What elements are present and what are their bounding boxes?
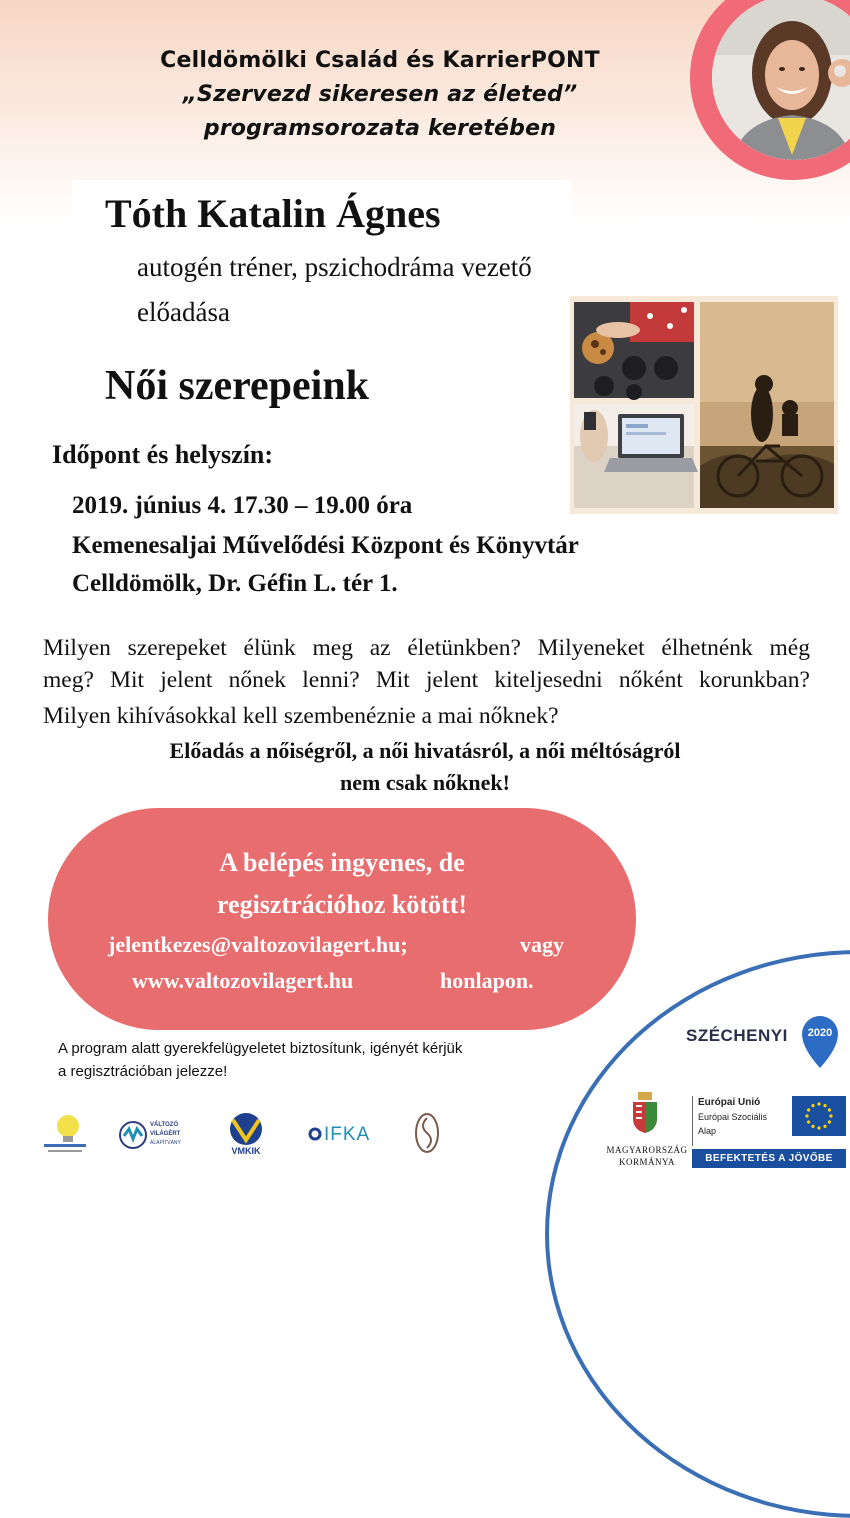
- valtozo-text-1: VÁLTOZÓ: [150, 1122, 179, 1128]
- program-name: Celldömölki Család és KarrierPONT: [160, 48, 600, 73]
- program-slogan: „Szervezd sikeresen az életed”: [182, 82, 578, 107]
- event-address: Celldömölk, Dr. Géfin L. tér 1.: [72, 570, 398, 597]
- lightbulb-icon: [42, 1112, 88, 1156]
- eu-divider: [692, 1096, 693, 1146]
- event-venue: Kemenesaljai Művelődési Központ és Könyvtár: [72, 532, 579, 559]
- coat-of-arms: [630, 1090, 660, 1134]
- speaker-presentation: előadása: [137, 297, 230, 327]
- location-pin-icon: [800, 1014, 840, 1070]
- speaker-role: autogén tréner, pszichodráma vezető: [137, 252, 532, 282]
- event-datetime: 2019. június 4. 17.30 – 19.00 óra: [72, 492, 413, 519]
- event-title: Női szerepeink: [105, 363, 370, 409]
- program-series: programsorozata keretében: [203, 116, 557, 141]
- valtozo-text-3: ALAPÍTVÁNY: [150, 1140, 181, 1146]
- registration-or: vagy: [520, 932, 564, 957]
- seal-mark-icon: [414, 1112, 440, 1154]
- szechenyi-text: SZÉCHENYI: [686, 1026, 788, 1045]
- description-line-1: Milyen szerepeket élünk meg az életünkben? Milyeneket élhetnénk még: [43, 635, 810, 661]
- coat-of-arms-icon: [630, 1090, 660, 1134]
- ifka-ring-icon: [308, 1127, 322, 1141]
- szechenyi-badge: [800, 1014, 840, 1070]
- valtozo-mark-icon: [118, 1120, 148, 1150]
- vmkik-mark-icon: [223, 1112, 269, 1146]
- registration-website-link[interactable]: www.valtozovilagert.hu: [132, 968, 354, 993]
- registration-free-entry: A belépés ingyenes, de: [219, 848, 465, 877]
- government-line-1: MAGYARORSZÁG: [606, 1145, 688, 1155]
- szechenyi-year: 2020: [807, 1027, 833, 1039]
- government-line-2: KORMÁNYA: [618, 1157, 675, 1167]
- description-line-2: meg? Mit jelent nőnek lenni? Mit jelent kiteljesedni nőként korunkban?: [43, 667, 810, 693]
- eu-flag: [792, 1096, 846, 1136]
- childcare-note-line-1: A program alatt gyerekfelügyeletet biztosítunk, igényét kérjük: [58, 1040, 463, 1057]
- collage-image: [570, 296, 838, 514]
- partner-logo-seal: [414, 1112, 440, 1154]
- partner-logo-valtozo: [118, 1118, 188, 1154]
- childcare-note-line-2: a regisztrációban jelezze!: [58, 1063, 228, 1080]
- invest-banner: BEFEKTETÉS A JÖVŐBE: [692, 1149, 846, 1168]
- eu-text-1: Európai Unió: [698, 1097, 761, 1108]
- registration-email-link[interactable]: jelentkezes@valtozovilagert.hu;: [108, 932, 408, 957]
- eu-text-3: Alap: [698, 1126, 717, 1136]
- partner-logo-ifka: [308, 1122, 388, 1146]
- description-line-3: Milyen kihívásokkal kell szembenéznie a mai nőknek?: [43, 703, 559, 729]
- registration-suffix: honlapon.: [440, 968, 534, 993]
- eu-text-2: Európai Szociális: [698, 1112, 768, 1122]
- vmkik-text: VMKIK: [231, 1146, 261, 1156]
- partner-logo-vmkik: [223, 1112, 269, 1158]
- ifka-text: IFKA: [324, 1124, 371, 1145]
- tagline-line-1: Előadás a nőiségről, a női hivatásról, a női méltóságról: [169, 738, 681, 763]
- schedule-label: Időpont és helyszín:: [52, 440, 274, 469]
- eu-stars-icon: [792, 1096, 846, 1136]
- speaker-name: Tóth Katalin Ágnes: [105, 191, 441, 236]
- tagline-line-2: nem csak nőknek!: [340, 770, 510, 795]
- valtozo-text-2: VILÁGÉRT: [150, 1131, 181, 1137]
- photo-collage: [570, 296, 838, 514]
- registration-required: regisztrációhoz kötött!: [216, 890, 468, 919]
- partner-logo-1: [42, 1112, 88, 1156]
